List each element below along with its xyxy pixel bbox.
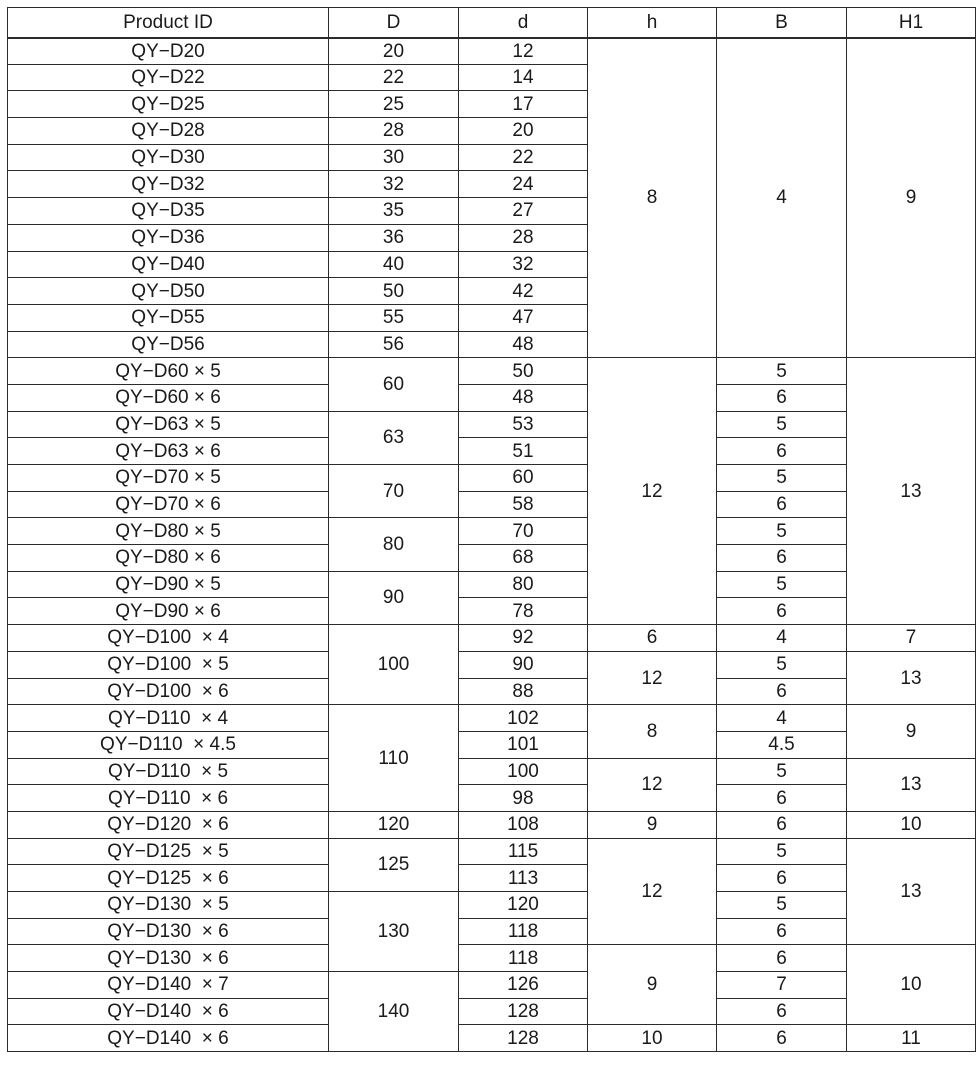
table-cell: 4.5 bbox=[717, 731, 847, 758]
table-cell: 35 bbox=[329, 198, 459, 225]
table-cell: 6 bbox=[717, 438, 847, 465]
table-row bbox=[8, 838, 976, 865]
table-row bbox=[8, 678, 976, 705]
table-cell: 51 bbox=[459, 438, 588, 465]
table-row bbox=[8, 731, 976, 758]
table-row bbox=[8, 384, 976, 411]
table-cell: 5 bbox=[717, 358, 847, 385]
product-id-cell: QY−D90 × 6 bbox=[8, 598, 329, 625]
table-row bbox=[8, 625, 976, 652]
table-cell: 56 bbox=[329, 331, 459, 358]
table-cell: 5 bbox=[717, 758, 847, 785]
product-id-cell: QY−D63 × 6 bbox=[8, 438, 329, 465]
table-cell: 70 bbox=[329, 465, 459, 518]
table-cell: 48 bbox=[459, 384, 588, 411]
table-row bbox=[8, 865, 976, 892]
table-cell: 6 bbox=[717, 785, 847, 812]
table-cell: 30 bbox=[329, 144, 459, 171]
table-cell: 55 bbox=[329, 304, 459, 331]
table-cell: 7 bbox=[717, 972, 847, 999]
table-cell: 110 bbox=[329, 705, 459, 812]
table-cell: 5 bbox=[717, 651, 847, 678]
table-cell: 6 bbox=[717, 598, 847, 625]
table-row bbox=[8, 491, 976, 518]
product-id-cell: QY−D120 × 6 bbox=[8, 811, 329, 838]
table-cell: 12 bbox=[588, 758, 717, 811]
table-row bbox=[8, 651, 976, 678]
table-row bbox=[8, 1025, 976, 1052]
table-cell: 125 bbox=[329, 838, 459, 891]
product-spec-table bbox=[7, 7, 976, 1052]
table-cell: 13 bbox=[847, 758, 976, 811]
table-cell: 80 bbox=[329, 518, 459, 571]
table-cell: 27 bbox=[459, 198, 588, 225]
table-cell: 100 bbox=[329, 625, 459, 705]
product-id-cell: QY−D130 × 5 bbox=[8, 892, 329, 919]
table-cell: 4 bbox=[717, 38, 847, 358]
table-cell: 50 bbox=[329, 278, 459, 305]
table-cell: 20 bbox=[329, 38, 459, 65]
product-id-cell: QY−D140 × 6 bbox=[8, 1025, 329, 1052]
table-row bbox=[8, 918, 976, 945]
table-cell: 25 bbox=[329, 91, 459, 118]
table-cell: 12 bbox=[588, 651, 717, 704]
table-cell: 128 bbox=[459, 998, 588, 1025]
table-cell: 118 bbox=[459, 945, 588, 972]
table-cell: 14 bbox=[459, 64, 588, 91]
product-id-cell: QY−D80 × 6 bbox=[8, 545, 329, 572]
table-cell: 5 bbox=[717, 892, 847, 919]
table-cell: 128 bbox=[459, 1025, 588, 1052]
table-cell: 100 bbox=[459, 758, 588, 785]
table-cell: 120 bbox=[329, 811, 459, 838]
product-id-cell: QY−D110 × 4.5 bbox=[8, 731, 329, 758]
table-cell: 53 bbox=[459, 411, 588, 438]
table-row bbox=[8, 465, 976, 492]
product-id-cell: QY−D90 × 5 bbox=[8, 571, 329, 598]
table-cell: 12 bbox=[459, 38, 588, 65]
table-cell: 36 bbox=[329, 224, 459, 251]
table-cell: 6 bbox=[717, 1025, 847, 1052]
product-id-cell: QY−D130 × 6 bbox=[8, 918, 329, 945]
product-id-cell: QY−D130 × 6 bbox=[8, 945, 329, 972]
product-id-cell: QY−D28 bbox=[8, 118, 329, 145]
product-id-cell: QY−D40 bbox=[8, 251, 329, 278]
table-cell: 32 bbox=[459, 251, 588, 278]
table-row bbox=[8, 518, 976, 545]
product-id-cell: QY−D30 bbox=[8, 144, 329, 171]
table-cell: 6 bbox=[588, 625, 717, 652]
table-row bbox=[8, 945, 976, 972]
table-cell: 108 bbox=[459, 811, 588, 838]
table-cell: 6 bbox=[717, 865, 847, 892]
table-cell: 8 bbox=[588, 705, 717, 758]
table-row bbox=[8, 892, 976, 919]
table-cell: 68 bbox=[459, 545, 588, 572]
table-cell: 17 bbox=[459, 91, 588, 118]
header-width: B bbox=[717, 8, 847, 38]
table-row bbox=[8, 38, 976, 65]
product-id-cell: QY−D70 × 6 bbox=[8, 491, 329, 518]
product-id-cell: QY−D140 × 6 bbox=[8, 998, 329, 1025]
table-cell: 48 bbox=[459, 331, 588, 358]
product-id-cell: QY−D35 bbox=[8, 198, 329, 225]
table-row bbox=[8, 972, 976, 999]
table-cell: 7 bbox=[847, 625, 976, 652]
product-id-cell: QY−D110 × 5 bbox=[8, 758, 329, 785]
table-cell: 118 bbox=[459, 918, 588, 945]
table-cell: 13 bbox=[847, 358, 976, 625]
table-cell: 92 bbox=[459, 625, 588, 652]
table-row bbox=[8, 998, 976, 1025]
product-id-cell: QY−D60 × 5 bbox=[8, 358, 329, 385]
product-id-cell: QY−D60 × 6 bbox=[8, 384, 329, 411]
table-cell: 9 bbox=[847, 38, 976, 358]
table-cell: 90 bbox=[329, 571, 459, 624]
table-cell: 130 bbox=[329, 892, 459, 972]
table-cell: 113 bbox=[459, 865, 588, 892]
table-cell: 42 bbox=[459, 278, 588, 305]
product-id-cell: QY−D80 × 5 bbox=[8, 518, 329, 545]
table-cell: 90 bbox=[459, 651, 588, 678]
table-header bbox=[8, 8, 976, 38]
table-cell: 6 bbox=[717, 678, 847, 705]
table-cell: 101 bbox=[459, 731, 588, 758]
table-cell: 28 bbox=[459, 224, 588, 251]
table-cell: 80 bbox=[459, 571, 588, 598]
table-cell: 5 bbox=[717, 411, 847, 438]
table-cell: 22 bbox=[329, 64, 459, 91]
table-cell: 6 bbox=[717, 384, 847, 411]
table-cell: 24 bbox=[459, 171, 588, 198]
table-cell: 58 bbox=[459, 491, 588, 518]
table-cell: 10 bbox=[847, 811, 976, 838]
product-id-cell: QY−D125 × 6 bbox=[8, 865, 329, 892]
table-cell: 12 bbox=[588, 838, 717, 945]
table-row bbox=[8, 545, 976, 572]
table-cell: 8 bbox=[588, 38, 717, 358]
table-cell: 98 bbox=[459, 785, 588, 812]
table-cell: 22 bbox=[459, 144, 588, 171]
product-id-cell: QY−D20 bbox=[8, 38, 329, 65]
product-id-cell: QY−D140 × 7 bbox=[8, 972, 329, 999]
product-id-cell: QY−D110 × 4 bbox=[8, 705, 329, 732]
table-cell: 12 bbox=[588, 358, 717, 625]
table-cell: 63 bbox=[329, 411, 459, 464]
table-row bbox=[8, 705, 976, 732]
product-id-cell: QY−D22 bbox=[8, 64, 329, 91]
table-cell: 9 bbox=[847, 705, 976, 758]
table-cell: 88 bbox=[459, 678, 588, 705]
table-cell: 28 bbox=[329, 118, 459, 145]
table-cell: 5 bbox=[717, 571, 847, 598]
table-cell: 13 bbox=[847, 838, 976, 945]
table-cell: 102 bbox=[459, 705, 588, 732]
header-inner-diameter: d bbox=[459, 8, 588, 38]
table-row bbox=[8, 598, 976, 625]
table-cell: 6 bbox=[717, 945, 847, 972]
product-id-cell: QY−D125 × 5 bbox=[8, 838, 329, 865]
table-cell: 120 bbox=[459, 892, 588, 919]
table-row bbox=[8, 758, 976, 785]
table-cell: 6 bbox=[717, 918, 847, 945]
product-id-cell: QY−D100 × 6 bbox=[8, 678, 329, 705]
header-height: h bbox=[588, 8, 717, 38]
table-cell: 32 bbox=[329, 171, 459, 198]
table-cell: 10 bbox=[588, 1025, 717, 1052]
product-id-cell: QY−D55 bbox=[8, 304, 329, 331]
table-cell: 60 bbox=[459, 465, 588, 492]
product-id-cell: QY−D32 bbox=[8, 171, 329, 198]
table-cell: 115 bbox=[459, 838, 588, 865]
product-id-cell: QY−D56 bbox=[8, 331, 329, 358]
table-row bbox=[8, 785, 976, 812]
product-id-cell: QY−D70 × 5 bbox=[8, 465, 329, 492]
table-cell: 140 bbox=[329, 972, 459, 1052]
header-product-id: Product ID bbox=[8, 8, 329, 38]
product-id-cell: QY−D100 × 5 bbox=[8, 651, 329, 678]
table-cell: 9 bbox=[588, 945, 717, 1025]
table-row bbox=[8, 358, 976, 385]
table-cell: 11 bbox=[847, 1025, 976, 1052]
table-body bbox=[8, 38, 976, 1052]
table-row bbox=[8, 438, 976, 465]
table-cell: 5 bbox=[717, 518, 847, 545]
header-outer-diameter: D bbox=[329, 8, 459, 38]
table-row bbox=[8, 811, 976, 838]
table-cell: 50 bbox=[459, 358, 588, 385]
product-id-cell: QY−D25 bbox=[8, 91, 329, 118]
header-total-height: H1 bbox=[847, 8, 976, 38]
product-id-cell: QY−D50 bbox=[8, 278, 329, 305]
table-cell: 47 bbox=[459, 304, 588, 331]
table-cell: 9 bbox=[588, 811, 717, 838]
product-id-cell: QY−D36 bbox=[8, 224, 329, 251]
table-cell: 10 bbox=[847, 945, 976, 1025]
product-id-cell: QY−D110 × 6 bbox=[8, 785, 329, 812]
table-cell: 126 bbox=[459, 972, 588, 999]
table-cell: 70 bbox=[459, 518, 588, 545]
table-cell: 6 bbox=[717, 491, 847, 518]
table-cell: 20 bbox=[459, 118, 588, 145]
header-row bbox=[8, 8, 976, 38]
table-cell: 5 bbox=[717, 465, 847, 492]
table-row bbox=[8, 571, 976, 598]
table-cell: 13 bbox=[847, 651, 976, 704]
table-row bbox=[8, 411, 976, 438]
table-cell: 78 bbox=[459, 598, 588, 625]
table-cell: 40 bbox=[329, 251, 459, 278]
table-cell: 4 bbox=[717, 625, 847, 652]
table-cell: 6 bbox=[717, 545, 847, 572]
product-id-cell: QY−D100 × 4 bbox=[8, 625, 329, 652]
table-cell: 4 bbox=[717, 705, 847, 732]
table-cell: 60 bbox=[329, 358, 459, 411]
table-cell: 5 bbox=[717, 838, 847, 865]
product-id-cell: QY−D63 × 5 bbox=[8, 411, 329, 438]
table-cell: 6 bbox=[717, 811, 847, 838]
table-cell: 6 bbox=[717, 998, 847, 1025]
